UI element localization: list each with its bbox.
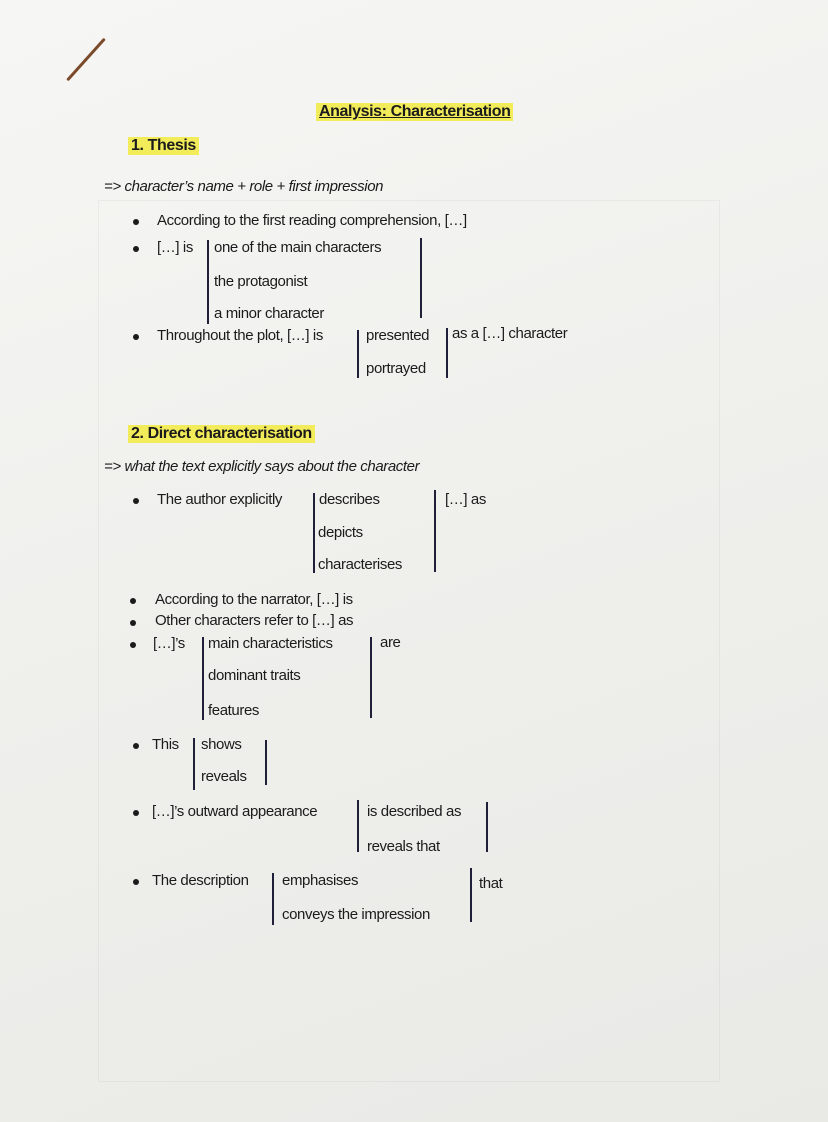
divider-line bbox=[193, 738, 195, 790]
divider-line bbox=[357, 330, 359, 378]
option: portrayed bbox=[366, 360, 426, 377]
divider-line bbox=[486, 802, 488, 852]
option: presented bbox=[366, 327, 430, 344]
thesis-bullet-2-prefix: […] is bbox=[157, 239, 193, 256]
divider-line bbox=[265, 740, 267, 785]
direct-bullet-4-suffix: are bbox=[380, 634, 401, 651]
bullet bbox=[130, 598, 136, 604]
option: one of the main characters bbox=[214, 239, 382, 256]
option: a minor character bbox=[214, 305, 324, 322]
bullet bbox=[130, 620, 136, 626]
direct-formula: => what the text explicitly says about the character bbox=[104, 458, 420, 475]
option: conveys the impression bbox=[282, 906, 430, 923]
option: is described as bbox=[367, 803, 462, 820]
direct-bullet-4-prefix: […]’s bbox=[153, 635, 185, 652]
divider-line bbox=[470, 868, 472, 922]
divider-line bbox=[370, 637, 372, 718]
option: reveals bbox=[201, 768, 247, 785]
thesis-bullet-1: According to the first reading comprehension, […] bbox=[157, 212, 467, 229]
option: the protagonist bbox=[214, 273, 308, 290]
direct-heading: 2. Direct characterisation bbox=[128, 425, 315, 443]
option: depicts bbox=[318, 524, 363, 541]
thesis-heading: 1. Thesis bbox=[128, 137, 199, 155]
direct-bullet-3: Other characters refer to […] as bbox=[155, 612, 354, 629]
direct-bullet-5-prefix: This bbox=[152, 736, 179, 753]
direct-bullet-7-prefix: The description bbox=[152, 872, 249, 889]
bullet bbox=[133, 743, 139, 749]
divider-line bbox=[207, 240, 209, 324]
option: shows bbox=[201, 736, 242, 753]
page-title: Analysis: Characterisation bbox=[316, 103, 513, 121]
divider-line bbox=[420, 238, 422, 318]
pen-mark bbox=[66, 38, 106, 82]
bullet bbox=[133, 334, 139, 340]
direct-bullet-1-suffix: […] as bbox=[445, 491, 486, 508]
option: characterises bbox=[318, 556, 403, 573]
bullet bbox=[133, 246, 139, 252]
direct-bullet-2: According to the narrator, […] is bbox=[155, 591, 353, 608]
direct-bullet-1-prefix: The author explicitly bbox=[157, 491, 282, 508]
bullet bbox=[133, 498, 139, 504]
bullet bbox=[133, 810, 139, 816]
divider-line bbox=[272, 873, 274, 925]
thesis-formula: => character’s name + role + first impression bbox=[104, 178, 384, 195]
direct-bullet-6-prefix: […]’s outward appearance bbox=[152, 803, 318, 820]
divider-line bbox=[202, 637, 204, 720]
option: emphasises bbox=[282, 872, 359, 889]
direct-bullet-7-suffix: that bbox=[479, 875, 503, 892]
option: describes bbox=[319, 491, 380, 508]
bullet bbox=[130, 642, 136, 648]
bullet bbox=[133, 219, 139, 225]
divider-line bbox=[313, 493, 315, 573]
option: reveals that bbox=[367, 838, 440, 855]
divider-line bbox=[434, 490, 436, 572]
option: main characteristics bbox=[208, 635, 333, 652]
thesis-bullet-3-suffix: as a […] character bbox=[452, 325, 568, 342]
option: dominant traits bbox=[208, 667, 301, 684]
option: features bbox=[208, 702, 259, 719]
bullet bbox=[133, 879, 139, 885]
thesis-bullet-3-prefix: Throughout the plot, […] is bbox=[157, 327, 323, 344]
divider-line bbox=[446, 328, 448, 378]
divider-line bbox=[357, 800, 359, 852]
